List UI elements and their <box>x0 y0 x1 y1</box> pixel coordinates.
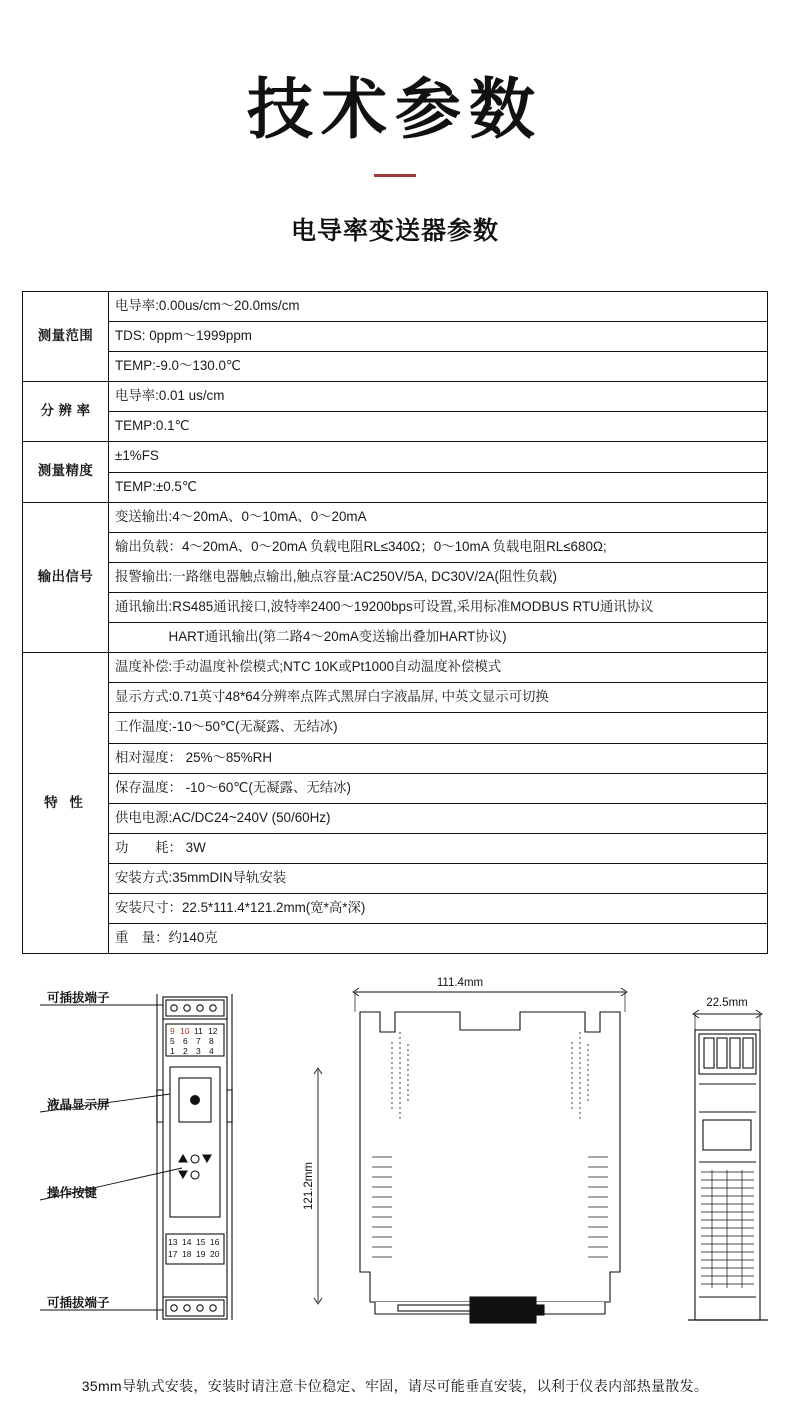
technical-drawings <box>0 972 790 1362</box>
row-value: 重 量：约140克 <box>109 924 768 954</box>
row-value: 变送输出:4～20mA、0～10mA、0～20mA <box>109 502 768 532</box>
row-value: 安装方式:35mmDIN导轨安装 <box>109 863 768 893</box>
callout-bottom-terminal: 可插拔端子 <box>47 1296 110 1311</box>
row-value: 功 耗： 3W <box>109 833 768 863</box>
table-row <box>23 833 768 863</box>
table-row <box>23 863 768 893</box>
table-row <box>23 412 768 442</box>
row-value: 输出负载：4～20mA、0～20mA 负载电阻RL≤340Ω；0～10mA 负载电阻RL≤680Ω; <box>109 532 768 562</box>
terminal-number: 12 <box>208 1026 218 1037</box>
table-row <box>23 382 768 412</box>
table-row <box>23 773 768 803</box>
table-row <box>23 562 768 592</box>
terminal-number: 16 <box>210 1237 220 1248</box>
terminal-number: 20 <box>210 1249 220 1260</box>
title-divider <box>374 174 416 177</box>
table-row <box>23 592 768 622</box>
row-value: 工作温度:-10～50℃(无凝露、无结冰) <box>109 713 768 743</box>
terminal-number: 1 <box>170 1046 175 1057</box>
table-row <box>23 653 768 683</box>
row-value: 温度补偿:手动温度补偿模式;NTC 10K或Pt1000自动温度补偿模式 <box>109 653 768 683</box>
table-row <box>23 532 768 562</box>
terminal-number: 9 <box>170 1026 175 1037</box>
row-value: 相对湿度： 25%～85%RH <box>109 743 768 773</box>
page-subtitle: 电导率变送器参数 <box>290 216 499 245</box>
drawing-svg <box>0 972 790 1362</box>
table-row <box>23 291 768 321</box>
callout-top-terminal: 可插拔端子 <box>47 991 110 1006</box>
row-value: TDS: 0ppm～1999ppm <box>109 322 768 352</box>
page-title: 技术参数 <box>247 71 543 148</box>
terminal-number: 11 <box>194 1026 203 1037</box>
terminal-number: 10 <box>180 1026 190 1037</box>
table-row <box>23 502 768 532</box>
footer-note: 35mm导轨式安装，安装时请注意卡位稳定、牢固，请尽可能垂直安装，以利于仪表内部热量散发。 <box>81 1378 709 1395</box>
page-header <box>0 72 790 247</box>
table-row <box>23 322 768 352</box>
terminal-number: 8 <box>209 1036 214 1047</box>
terminal-number: 7 <box>196 1036 201 1047</box>
terminal-number: 14 <box>182 1237 192 1248</box>
row-label: 测量精度 <box>23 442 109 502</box>
row-label: 分 辨 率 <box>23 382 109 442</box>
row-value: TEMP:0.1℃ <box>109 412 768 442</box>
table-row <box>23 623 768 653</box>
spec-table-container <box>22 291 768 954</box>
row-value: 保存温度： -10～60℃(无凝露、无结冰) <box>109 773 768 803</box>
dimension-depth: 22.5mm <box>706 997 748 1010</box>
terminal-number: 4 <box>209 1046 214 1057</box>
table-row <box>23 924 768 954</box>
row-value: HART通讯输出(第二路4～20mA变送输出叠加HART协议) <box>109 623 768 653</box>
row-value: 安装尺寸：22.5*111.4*121.2mm(宽*高*深) <box>109 894 768 924</box>
row-value: 显示方式:0.71英寸48*64分辨率点阵式黑屏白字液晶屏, 中英文显示可切换 <box>109 683 768 713</box>
row-label: 特 性 <box>23 653 109 954</box>
table-row <box>23 472 768 502</box>
row-value: 供电电源:AC/DC24~240V (50/60Hz) <box>109 803 768 833</box>
terminal-number: 19 <box>196 1249 206 1260</box>
terminal-number: 2 <box>183 1046 188 1057</box>
row-value: 通讯输出:RS485通讯接口,波特率2400～19200bps可设置,采用标准MODBUS RTU通讯协议 <box>109 592 768 622</box>
row-value: ±1%FS <box>109 442 768 472</box>
terminal-number: 17 <box>168 1249 178 1260</box>
row-label: 输出信号 <box>23 502 109 653</box>
row-value: TEMP:±0.5℃ <box>109 472 768 502</box>
row-value: 电导率:0.01 us/cm <box>109 382 768 412</box>
row-label: 测量范围 <box>23 291 109 381</box>
row-value: 电导率:0.00us/cm～20.0ms/cm <box>109 291 768 321</box>
terminal-number: 18 <box>182 1249 192 1260</box>
row-value: TEMP:-9.0～130.0℃ <box>109 352 768 382</box>
callout-buttons: 操作按键 <box>47 1186 98 1201</box>
table-row <box>23 803 768 833</box>
specification-table <box>22 291 768 954</box>
terminal-number: 13 <box>168 1237 178 1248</box>
table-row <box>23 442 768 472</box>
terminal-number: 3 <box>196 1046 201 1057</box>
table-row <box>23 894 768 924</box>
terminal-number: 6 <box>183 1036 188 1047</box>
row-value: 报警输出:一路继电器触点输出,触点容量:AC250V/5A, DC30V/2A(阻性负载) <box>109 562 768 592</box>
terminal-number: 15 <box>196 1237 206 1248</box>
table-row <box>23 713 768 743</box>
table-row <box>23 743 768 773</box>
terminal-number: 5 <box>170 1036 175 1047</box>
table-row <box>23 683 768 713</box>
dimension-width: 111.4mm <box>436 977 484 990</box>
dimension-height: 121.2mm <box>303 1162 315 1211</box>
callout-lcd: 液晶显示屏 <box>47 1098 110 1113</box>
table-row <box>23 352 768 382</box>
